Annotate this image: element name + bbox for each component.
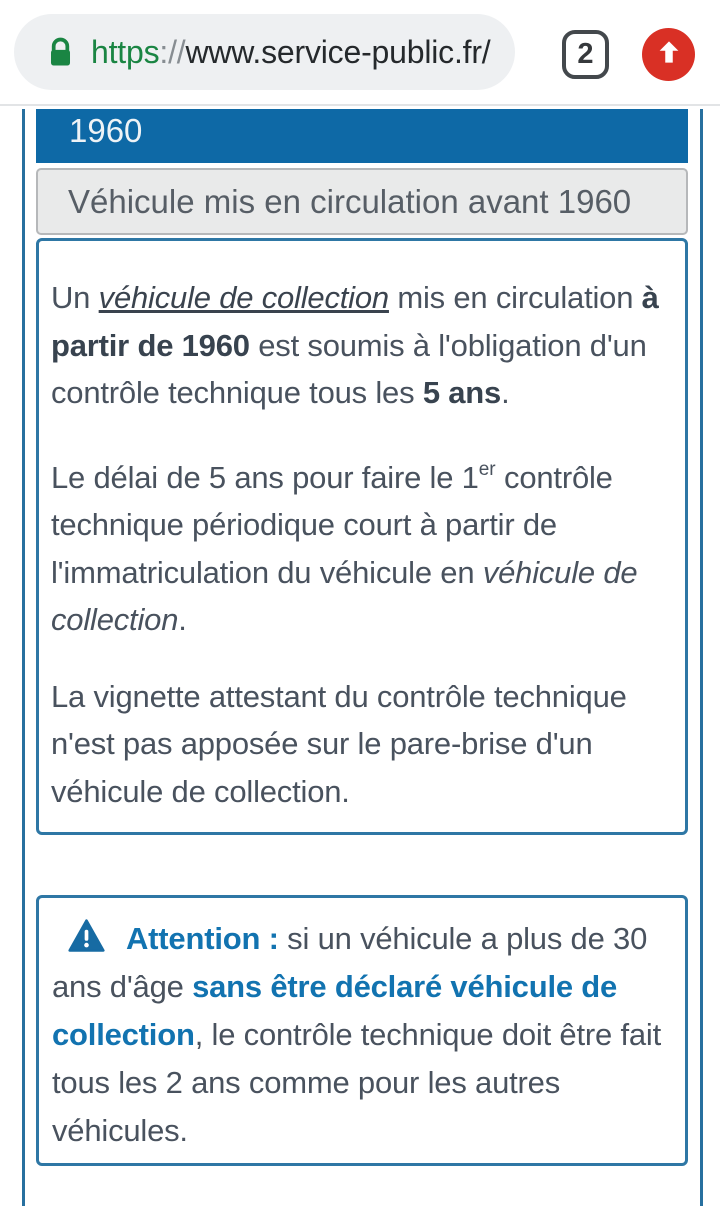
url-host: www.service-public.fr xyxy=(185,33,482,70)
url-scheme: https xyxy=(91,33,160,70)
paragraph-obligation xyxy=(51,274,677,417)
text-segment: , le contrôle technique doit être fait tous les 2 ans comme pour les autres véhicules. xyxy=(52,1017,662,1148)
url-omnibox[interactable] xyxy=(14,14,515,90)
tab-vehicule-apres-1960[interactable] xyxy=(36,109,688,163)
url-clipped-suffix: / xyxy=(481,33,491,70)
text-segment: est soumis à l'obligation d'un contrôle technique tous les xyxy=(51,327,647,410)
warning-triangle-icon xyxy=(68,915,105,963)
text-segment-emphasis: sans être déclaré véhicule de collection xyxy=(52,969,618,1052)
warning-text xyxy=(52,921,661,1148)
page-border-left xyxy=(22,109,25,1206)
paragraph-vignette xyxy=(51,673,677,816)
text-segment: contrôle technique périodique court à partir de l'immatriculation du véhicule en xyxy=(51,459,613,590)
text-segment: si un véhicule a plus de 30 ans d'âge xyxy=(52,921,648,1004)
text-segment: La vignette attestant du contrôle technique n'est pas apposée sur le pare-brise d'un véhicule de collection. xyxy=(51,678,627,809)
text-segment: Le délai de 5 ans pour faire le 1 xyxy=(51,459,479,495)
url-separator: :// xyxy=(159,33,186,70)
tab-count: 2 xyxy=(577,38,594,70)
tab-counter-button[interactable] xyxy=(562,30,609,79)
warning-callout xyxy=(36,895,688,1166)
tab-panel-content xyxy=(36,238,688,835)
url-text xyxy=(91,34,491,71)
tab-vehicule-avant-1960[interactable] xyxy=(36,168,688,235)
vehicule-collection-link[interactable]: véhicule de collection xyxy=(98,280,389,315)
lock-icon xyxy=(48,37,73,68)
text-segment: . xyxy=(501,375,510,410)
warning-paragraph xyxy=(52,915,677,1155)
warning-title: Attention : xyxy=(126,921,279,956)
text-segment: mis en circulation xyxy=(388,280,642,315)
text-segment-bold: 5 ans xyxy=(422,375,502,410)
text-segment: . xyxy=(178,602,187,637)
text-segment-italic: véhicule de collection xyxy=(51,554,638,637)
page-border-right xyxy=(700,109,703,1206)
tab-active-label: 1960 xyxy=(69,112,143,149)
ordinal-superscript: er xyxy=(478,458,496,480)
tab-inactive-label: Véhicule mis en circulation avant 1960 xyxy=(68,182,632,220)
arrow-up-icon xyxy=(654,37,684,72)
text-segment-bold: à partir de 1960 xyxy=(51,280,659,363)
browser-update-button[interactable] xyxy=(642,28,695,81)
paragraph-delai xyxy=(51,446,677,644)
text-segment: Un xyxy=(51,280,99,315)
browser-address-bar xyxy=(0,0,720,106)
